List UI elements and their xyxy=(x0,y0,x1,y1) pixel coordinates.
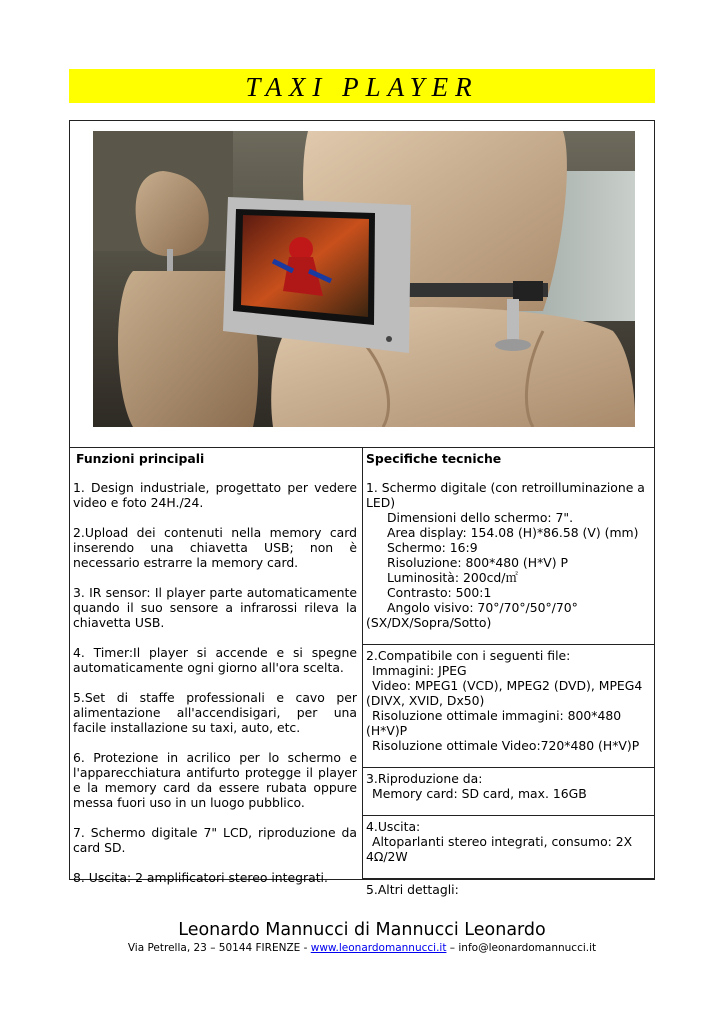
specs-heading: Specifiche tecniche xyxy=(366,451,502,466)
spec-line: Immagini: JPEG xyxy=(372,663,467,678)
spec-line: Altoparlanti stereo integrati, consumo: 2X xyxy=(372,834,633,849)
spec-title: 3.Riproduzione da: xyxy=(366,771,483,786)
footer-address-text: Via Petrella, 23 – 50144 FIRENZE - xyxy=(127,942,311,954)
spec-line: Luminosità: 200cd/㎡ xyxy=(387,570,518,585)
spec-title: 5.Altri dettagli: xyxy=(366,882,459,897)
spec-line: Dimensioni dello schermo: 7". xyxy=(387,510,574,525)
feature-item: 7. Schermo digitale 7" LCD, riproduzione da card SD. xyxy=(73,825,357,855)
feature-item: 6. Protezione in acrilico per lo schermo e l'apparecchiatura antifurto protegge il player e la memory card da essere rubata oppure messa fuori uso in un luogo pubblico. xyxy=(73,750,357,810)
spec-formats xyxy=(366,648,650,753)
content-table xyxy=(69,120,655,897)
feature-item: 1. Design industriale, progettato per vedere video e foto 24H./24. xyxy=(73,480,357,510)
divider xyxy=(363,767,654,768)
page-title: TAXI PLAYER xyxy=(245,72,479,102)
spec-line: Risoluzione ottimale immagini: 800*480 xyxy=(372,708,622,723)
spec-screen xyxy=(366,480,650,630)
feature-item: 5.Set di staffe professionali e cavo per alimentazione all'accendisigari, per una facile installazione su taxi, auto, etc. xyxy=(73,690,357,735)
spec-line: Contrasto: 500:1 xyxy=(387,585,492,600)
photo-cell xyxy=(70,121,654,448)
spec-line: Risoluzione ottimale Video:720*480 (H*V)P xyxy=(372,738,640,753)
specs-column xyxy=(363,448,654,897)
spec-output xyxy=(366,819,650,864)
divider xyxy=(363,815,654,816)
spec-line: Area display: 154.08 (H)*86.58 (V) (mm) xyxy=(387,525,639,540)
spec-title: 1. Schermo digitale (con retroilluminazione a LED) xyxy=(366,480,645,510)
features-heading: Funzioni principali xyxy=(76,451,205,466)
feature-item: 8. Uscita: 2 amplificatori stereo integrati. xyxy=(73,870,328,885)
spec-line: (H*V)P xyxy=(366,723,408,738)
spec-line: 4Ω/2W xyxy=(366,849,408,864)
website-link[interactable]: www.leonardomannucci.it xyxy=(310,942,447,954)
feature-item: 4. Timer:Il player si accende e si spegne automaticamente ogni giorno all'ora scelta. xyxy=(73,645,357,675)
feature-item: 3. IR sensor: Il player parte automaticamente quando il suo sensore a infrarossi rileva la chiavetta USB. xyxy=(73,585,357,630)
features-column xyxy=(70,448,363,885)
spec-line: Angolo visivo: 70°/70°/50°/70° xyxy=(387,600,578,615)
spec-title: 4.Uscita: xyxy=(366,819,421,834)
divider xyxy=(363,644,654,645)
spec-line: Schermo: 16:9 xyxy=(387,540,478,555)
spec-playback xyxy=(366,771,650,801)
spec-other xyxy=(366,882,650,897)
footer-email: – info@leonardomannucci.it xyxy=(446,942,597,954)
spec-line: (SX/DX/Sopra/Sotto) xyxy=(366,615,492,630)
spec-line: Memory card: SD card, max. 16GB xyxy=(372,786,587,801)
title-bar xyxy=(69,69,655,103)
footer-company-name: Leonardo Mannucci di Mannucci Leonardo xyxy=(178,920,546,940)
spec-line: Risoluzione: 800*480 (H*V) P xyxy=(387,555,569,570)
footer-address xyxy=(0,942,724,954)
spec-title: 2.Compatibile con i seguenti file: xyxy=(366,648,571,663)
spec-line: (DIVX, XVID, Dx50) xyxy=(366,693,485,708)
headrest-monitor-photo xyxy=(93,131,635,427)
divider xyxy=(363,878,654,879)
spec-line: Video: MPEG1 (VCD), MPEG2 (DVD), MPEG4 xyxy=(372,678,643,693)
feature-item: 2.Upload dei contenuti nella memory card inserendo una chiavetta USB; non è necessario estrarre la memory card. xyxy=(73,525,357,570)
